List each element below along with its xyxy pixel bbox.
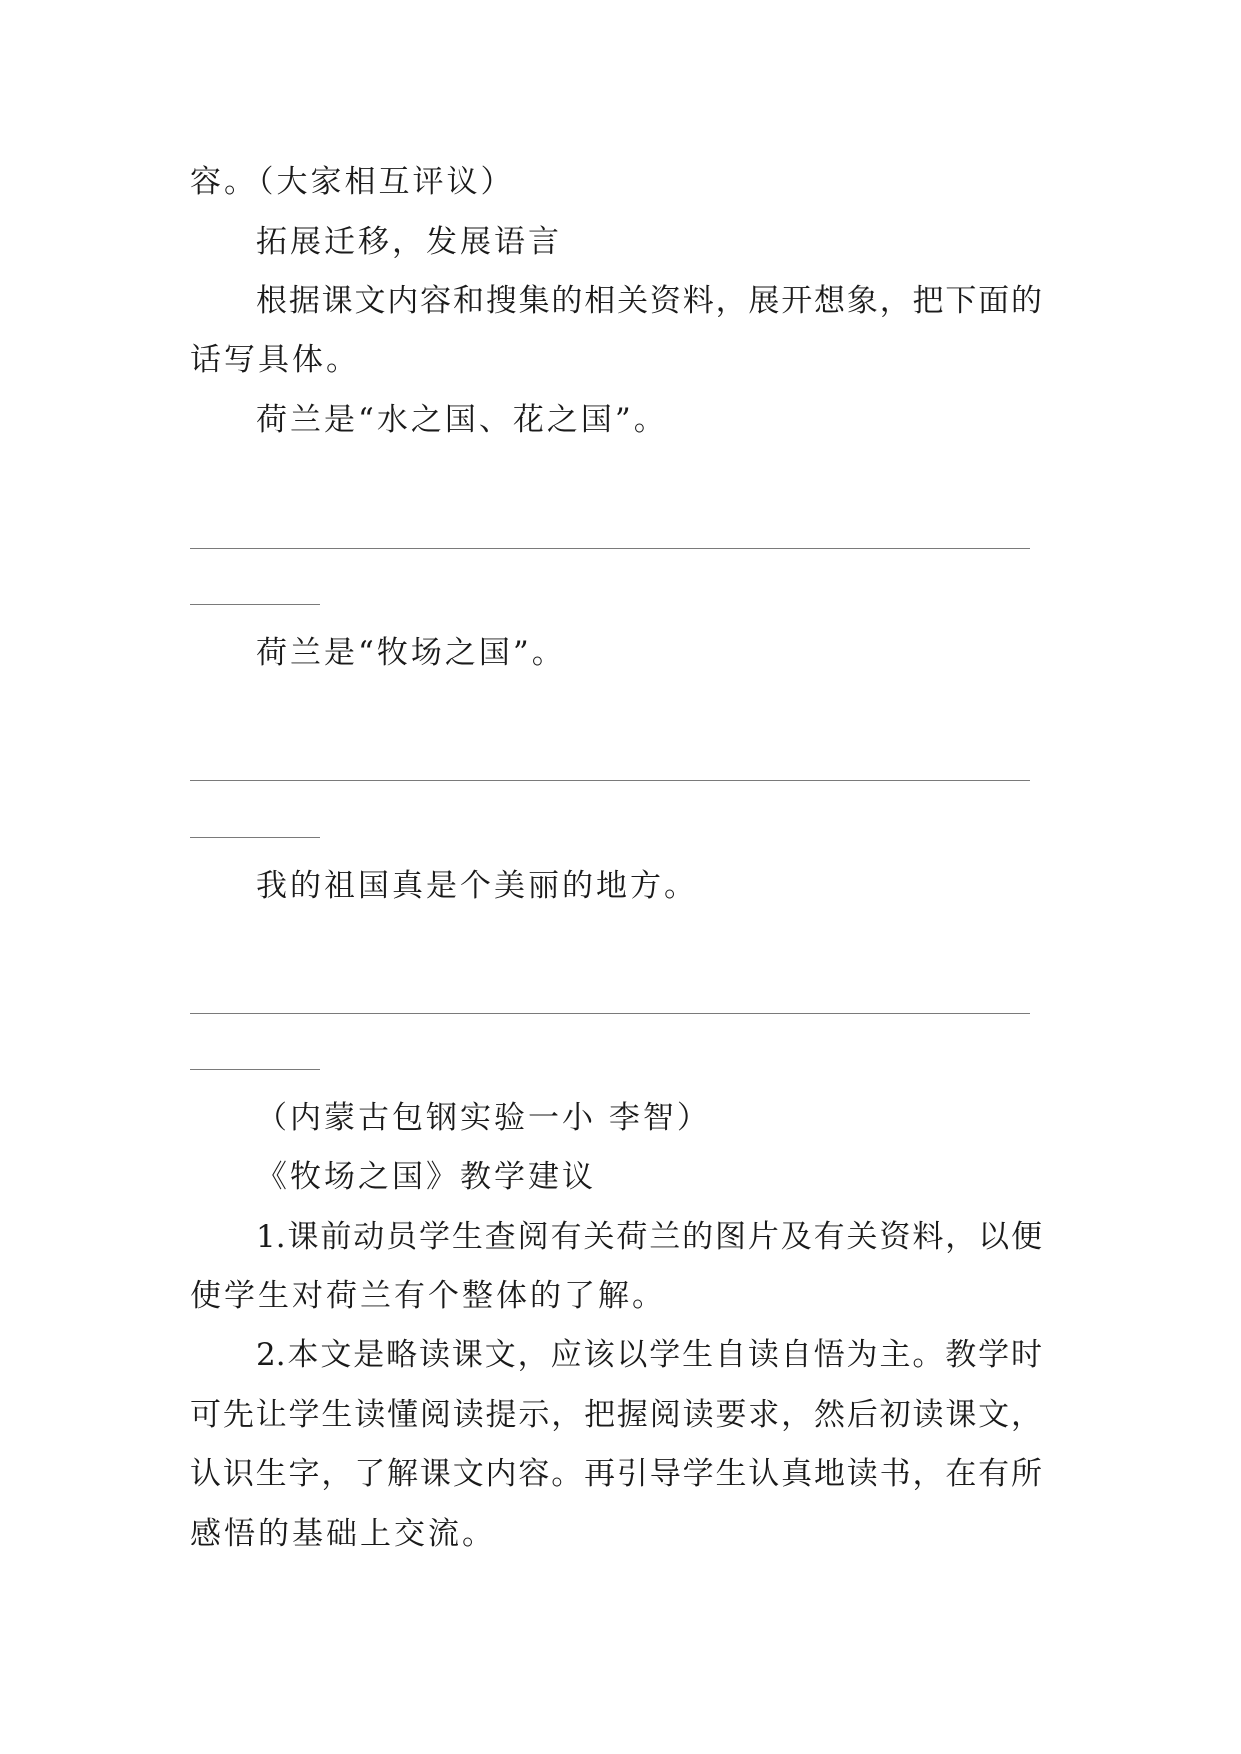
answer-line (190, 780, 1030, 781)
prompt-water-flower-country: 荷兰是“水之国、花之国”。 (256, 402, 668, 438)
text-line-continuation: 容。（大家相互评议） (190, 164, 515, 200)
suggestion-2-line-2: 可先让学生读懂阅读提示，把握阅读要求，然后初读课文， (190, 1397, 1042, 1433)
prompt-pasture-country: 荷兰是“牧场之国”。 (256, 635, 566, 671)
section-title-teaching-suggestions: 《牧场之国》教学建议 (256, 1159, 596, 1195)
answer-line-end (190, 604, 320, 605)
answer-line-end (190, 1069, 320, 1070)
suggestion-1-line-1: 1.课前动员学生查阅有关荷兰的图片及有关资料，以便 (256, 1219, 1042, 1255)
prompt-motherland: 我的祖国真是个美丽的地方。 (256, 868, 698, 904)
suggestion-2-line-3: 认识生字，了解课文内容。再引导学生认真地读书，在有所 (190, 1456, 1042, 1492)
author-attribution: （内蒙古包钢实验一小 李智） (256, 1100, 711, 1136)
suggestion-2-line-4: 感悟的基础上交流。 (190, 1516, 496, 1552)
paragraph-instruction-line-1: 根据课文内容和搜集的相关资料，展开想象，把下面的 (256, 283, 1042, 319)
answer-line (190, 1013, 1030, 1014)
paragraph-instruction-line-2: 话写具体。 (190, 342, 360, 378)
suggestion-2-line-1: 2.本文是略读课文，应该以学生自读自悟为主。教学时 (256, 1337, 1042, 1373)
section-heading-extension: 拓展迁移，发展语言 (256, 224, 562, 260)
answer-line-end (190, 837, 320, 838)
answer-line (190, 548, 1030, 549)
suggestion-1-line-2: 使学生对荷兰有个整体的了解。 (190, 1278, 666, 1314)
